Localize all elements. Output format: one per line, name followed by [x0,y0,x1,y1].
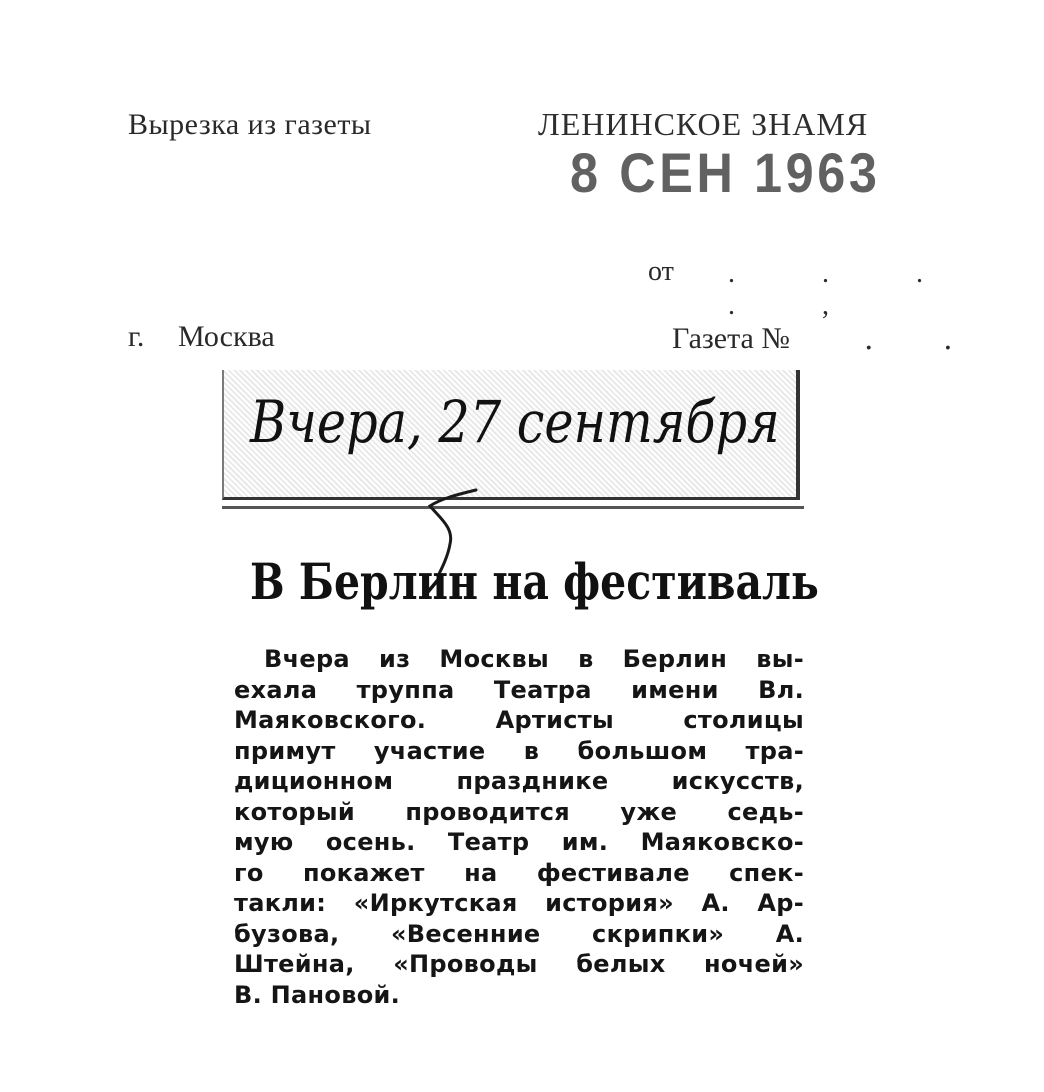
article-line: В. Пановой. [234,980,401,1009]
article-line: Вчера из Москвы в Берлин вы- [264,645,804,673]
article-line: такли: «Иркутская история» А. Ар- [234,889,804,917]
article-line: примут участие в большом тра- [234,736,804,765]
from-date-dots: . . . . , [728,258,963,321]
from-date-label: от [648,256,674,287]
article-line: бузова, «Весенние скрипки» А. [234,919,804,948]
article-body [234,644,804,1010]
city-prefix: г. [128,320,145,353]
clipping-header-label: Вырезка из газеты [128,108,372,141]
article-headline: В Берлин на фестиваль [250,552,819,611]
rubric-underline [222,506,804,509]
gazette-number-label: Газета № [672,322,790,355]
article-line: го покажет на фестивале спек- [234,858,804,887]
article-line: Маяковского. Артисты столицы [234,706,804,734]
gazette-number-dots: . . [864,322,983,357]
rubric-title: Вчера, 27 сентября [250,388,780,456]
article-line: Штейна, «Проводы белых ночей» [234,950,804,978]
newspaper-name: ЛЕНИНСКОЕ ЗНАМЯ [538,106,869,142]
article-line: который проводится уже седь- [234,797,804,826]
city-name: Москва [178,320,275,353]
date-stamp: 8 СЕН 1963 [570,141,881,204]
article-line: ехала труппа Театра имени Вл. [234,675,804,704]
article-line: диционном празднике искусств, [234,767,804,795]
article-line: мую осень. Театр им. Маяковско- [234,828,804,856]
